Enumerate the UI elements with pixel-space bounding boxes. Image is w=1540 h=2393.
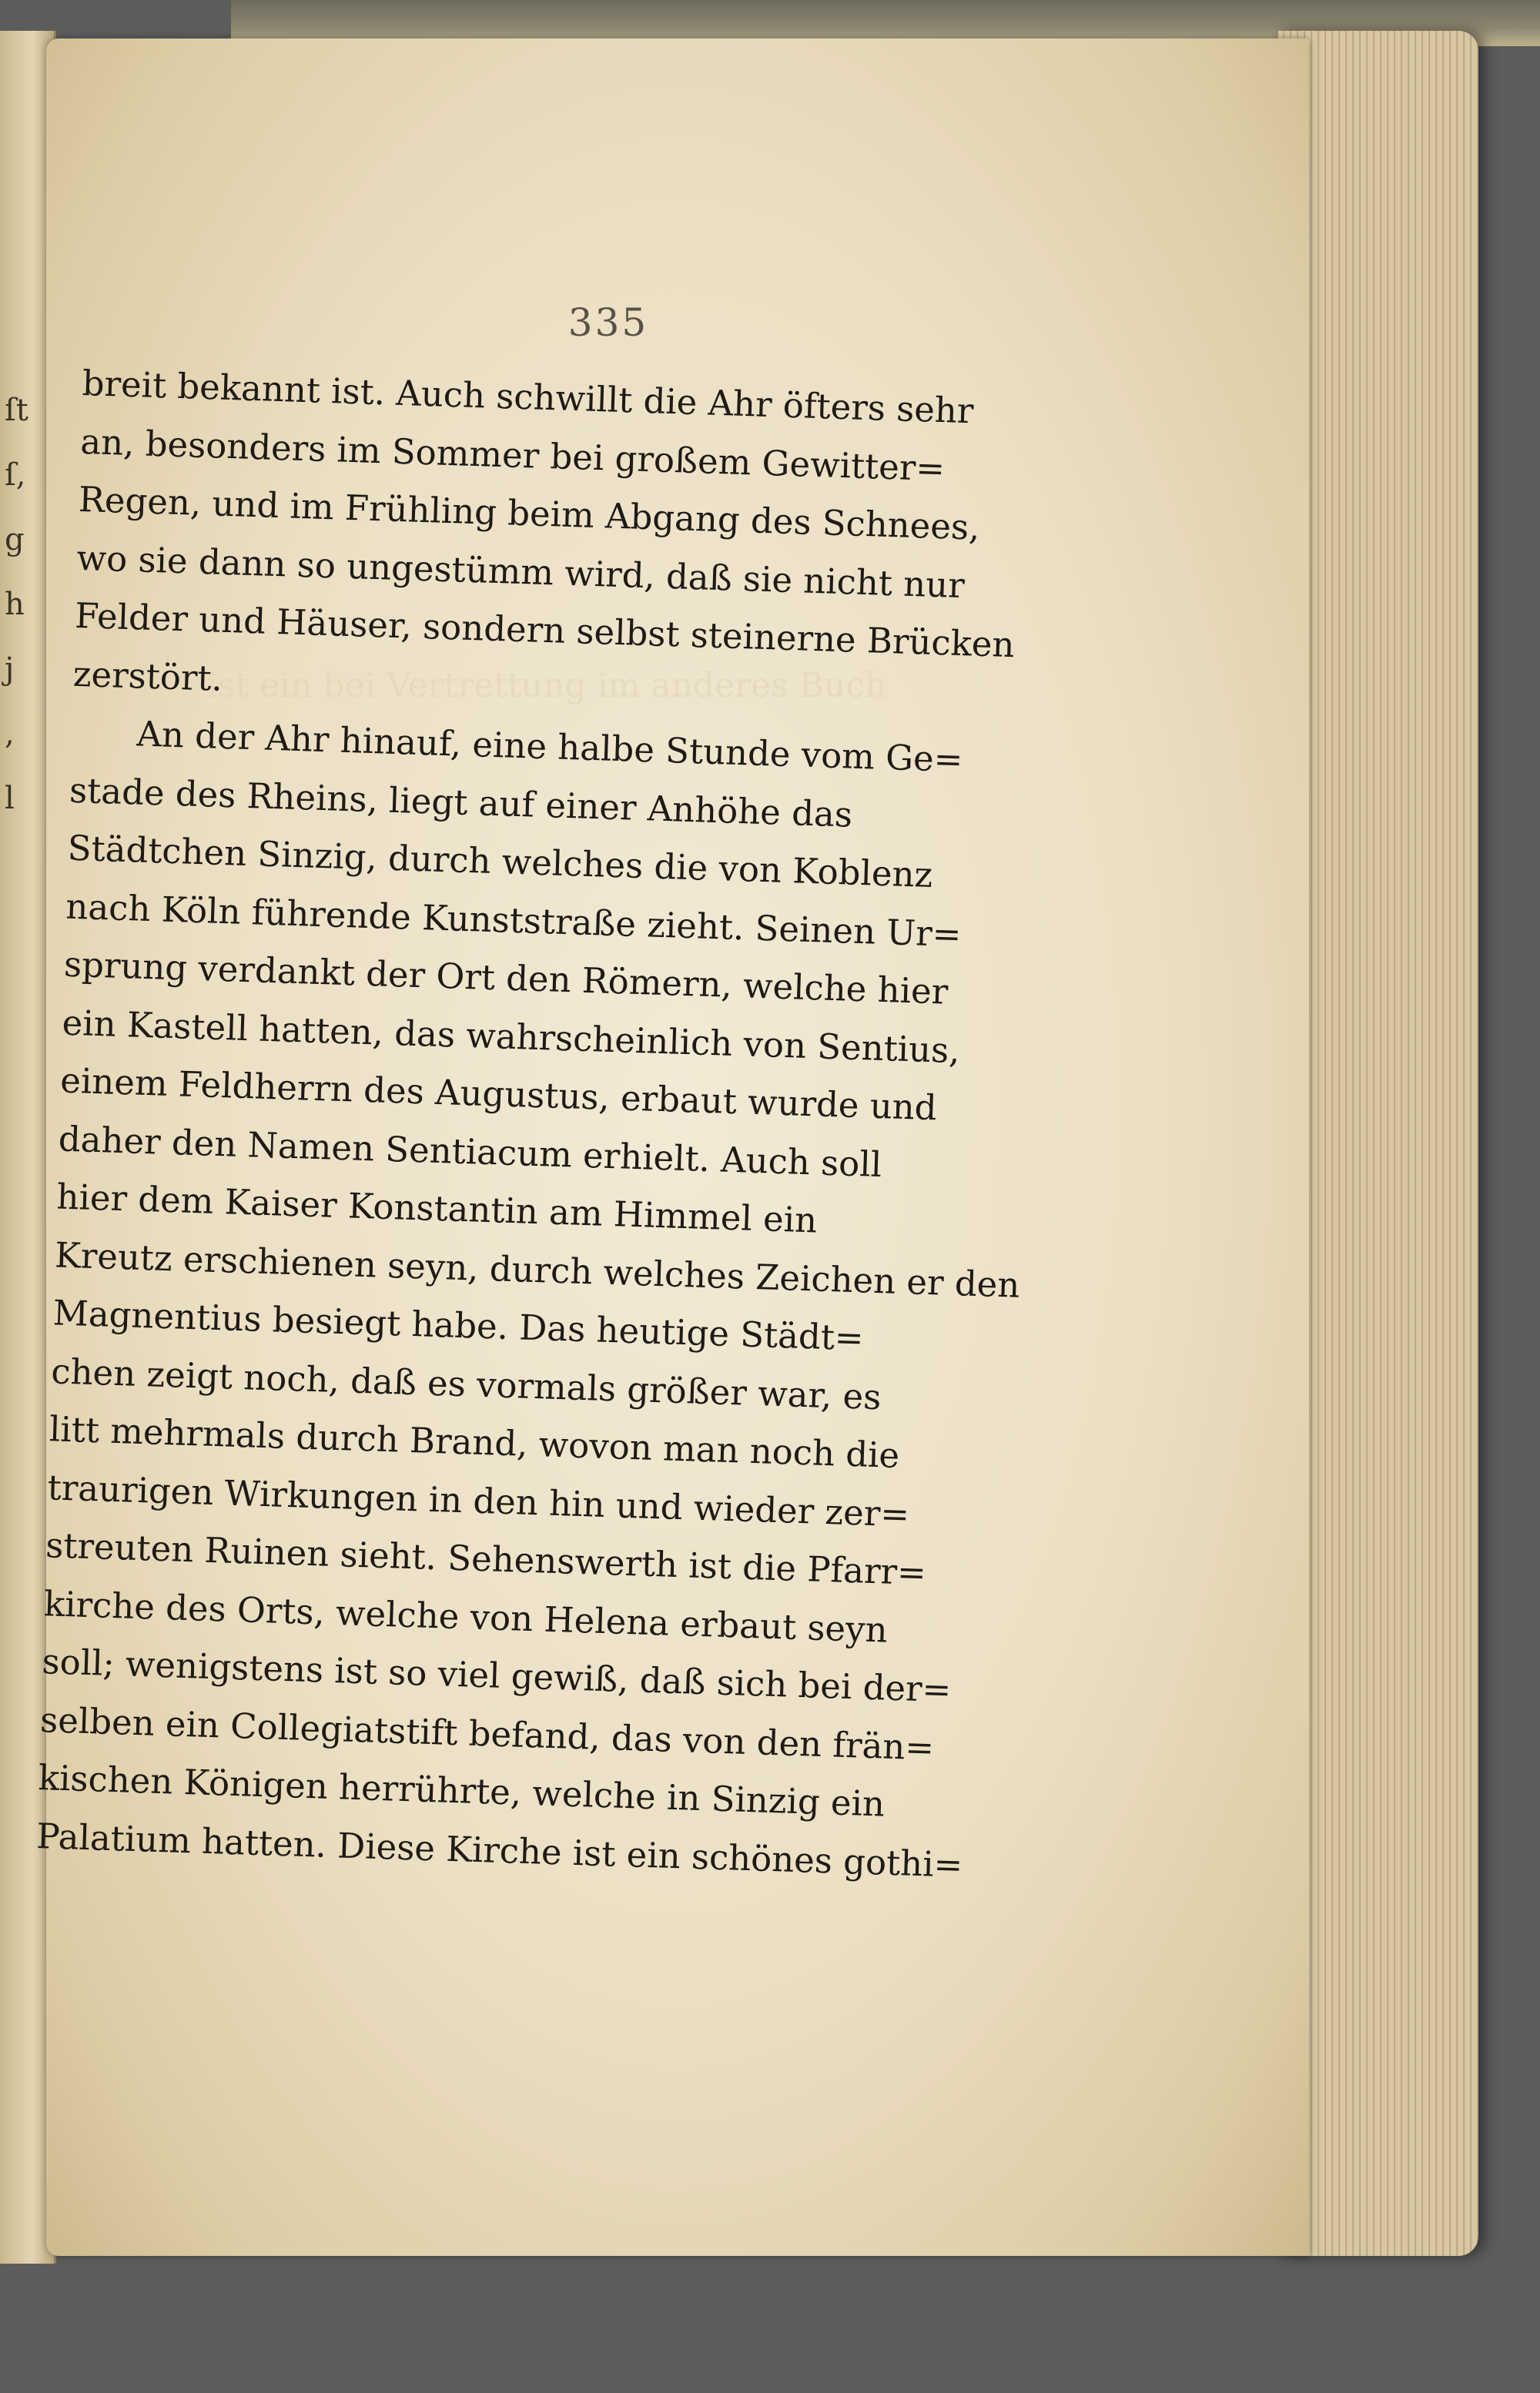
fragment: ſ, [5, 457, 26, 493]
text-line: selben ein Collegiatstift befand, das von den frän= [39, 1699, 935, 1769]
text-line: ein Kastell hatten, das wahrscheinlich von Sentius, [61, 1002, 961, 1071]
text-line: Palatium hatten. Diese Kirche ist ein schönes gothi= [35, 1815, 964, 1886]
page-number: 335 [567, 300, 649, 345]
text-line: Magnentius besiegt habe. Das heutige Städt= [52, 1292, 865, 1359]
body-text [35, 354, 1029, 1895]
text-line: stade des Rheins, liegt auf einer Anhöhe das [69, 769, 853, 835]
show-through-text: ist ein bei Vertrettung im anderes Buch [206, 666, 887, 705]
fragment: l [5, 781, 15, 816]
text-line: kischen Königen herrührte, welche in Sinzig ein [38, 1757, 886, 1825]
text-line: chen zeigt noch, daß es vormals größer war, es [50, 1350, 882, 1417]
fragment: ſt [5, 393, 28, 428]
fragment: j [5, 651, 15, 687]
text-line: zerstört. [72, 653, 223, 699]
text-line: Städtchen Sinzig, durch welches die von Koblenz [67, 827, 934, 895]
text-line: kirche des Orts, welche von Helena erbaut seyn [43, 1582, 889, 1651]
text-line: wo sie dann so ungestümm wird, daß sie nicht nur [75, 537, 966, 606]
text-line: traurigen Wirkungen in den hin und wieder zer= [46, 1466, 910, 1535]
text-line: litt mehrmals durch Brand, wovon man noch die [49, 1408, 900, 1476]
text-line: Felder und Häuser, sondern selbst steinerne Brücken [74, 594, 1016, 666]
text-line: streuten Ruinen sieht. Sehenswerth ist die Pfarr= [45, 1524, 927, 1594]
text-line: breit bekannt ist. Auch schwillt die Ahr öfters sehr [81, 362, 975, 432]
facing-page-fragments [5, 393, 35, 855]
fragment: , [5, 716, 15, 751]
fragment: h [5, 587, 25, 622]
text-line: soll; wenigstens ist so viel gewiß, daß sich bei der= [41, 1641, 952, 1711]
text-line: sprung verdankt der Ort den Römern, welche hier [63, 943, 949, 1012]
paragraph-start: An der Ahr hinauf, eine halbe Stunde vom Ge= [136, 713, 964, 781]
text-line: einem Feldherrn des Augustus, erbaut wurde und [59, 1059, 938, 1129]
text-line: hier dem Kaiser Konstantin am Himmel ein [55, 1176, 818, 1241]
text-line: an, besonders im Sommer bei großem Gewitter= [79, 420, 946, 489]
text-line: Kreutz erschienen seyn, durch welches Zeichen er den [54, 1233, 1021, 1306]
text-line: nach Köln führende Kunststraße zieht. Seinen Ur= [65, 885, 962, 955]
text-line: Regen, und im Frühling beim Abgang des Schnees, [78, 478, 981, 548]
text-line: daher den Namen Sentiacum erhielt. Auch soll [58, 1118, 882, 1185]
fragment: g [5, 522, 25, 557]
book-page [35, 38, 1309, 2256]
